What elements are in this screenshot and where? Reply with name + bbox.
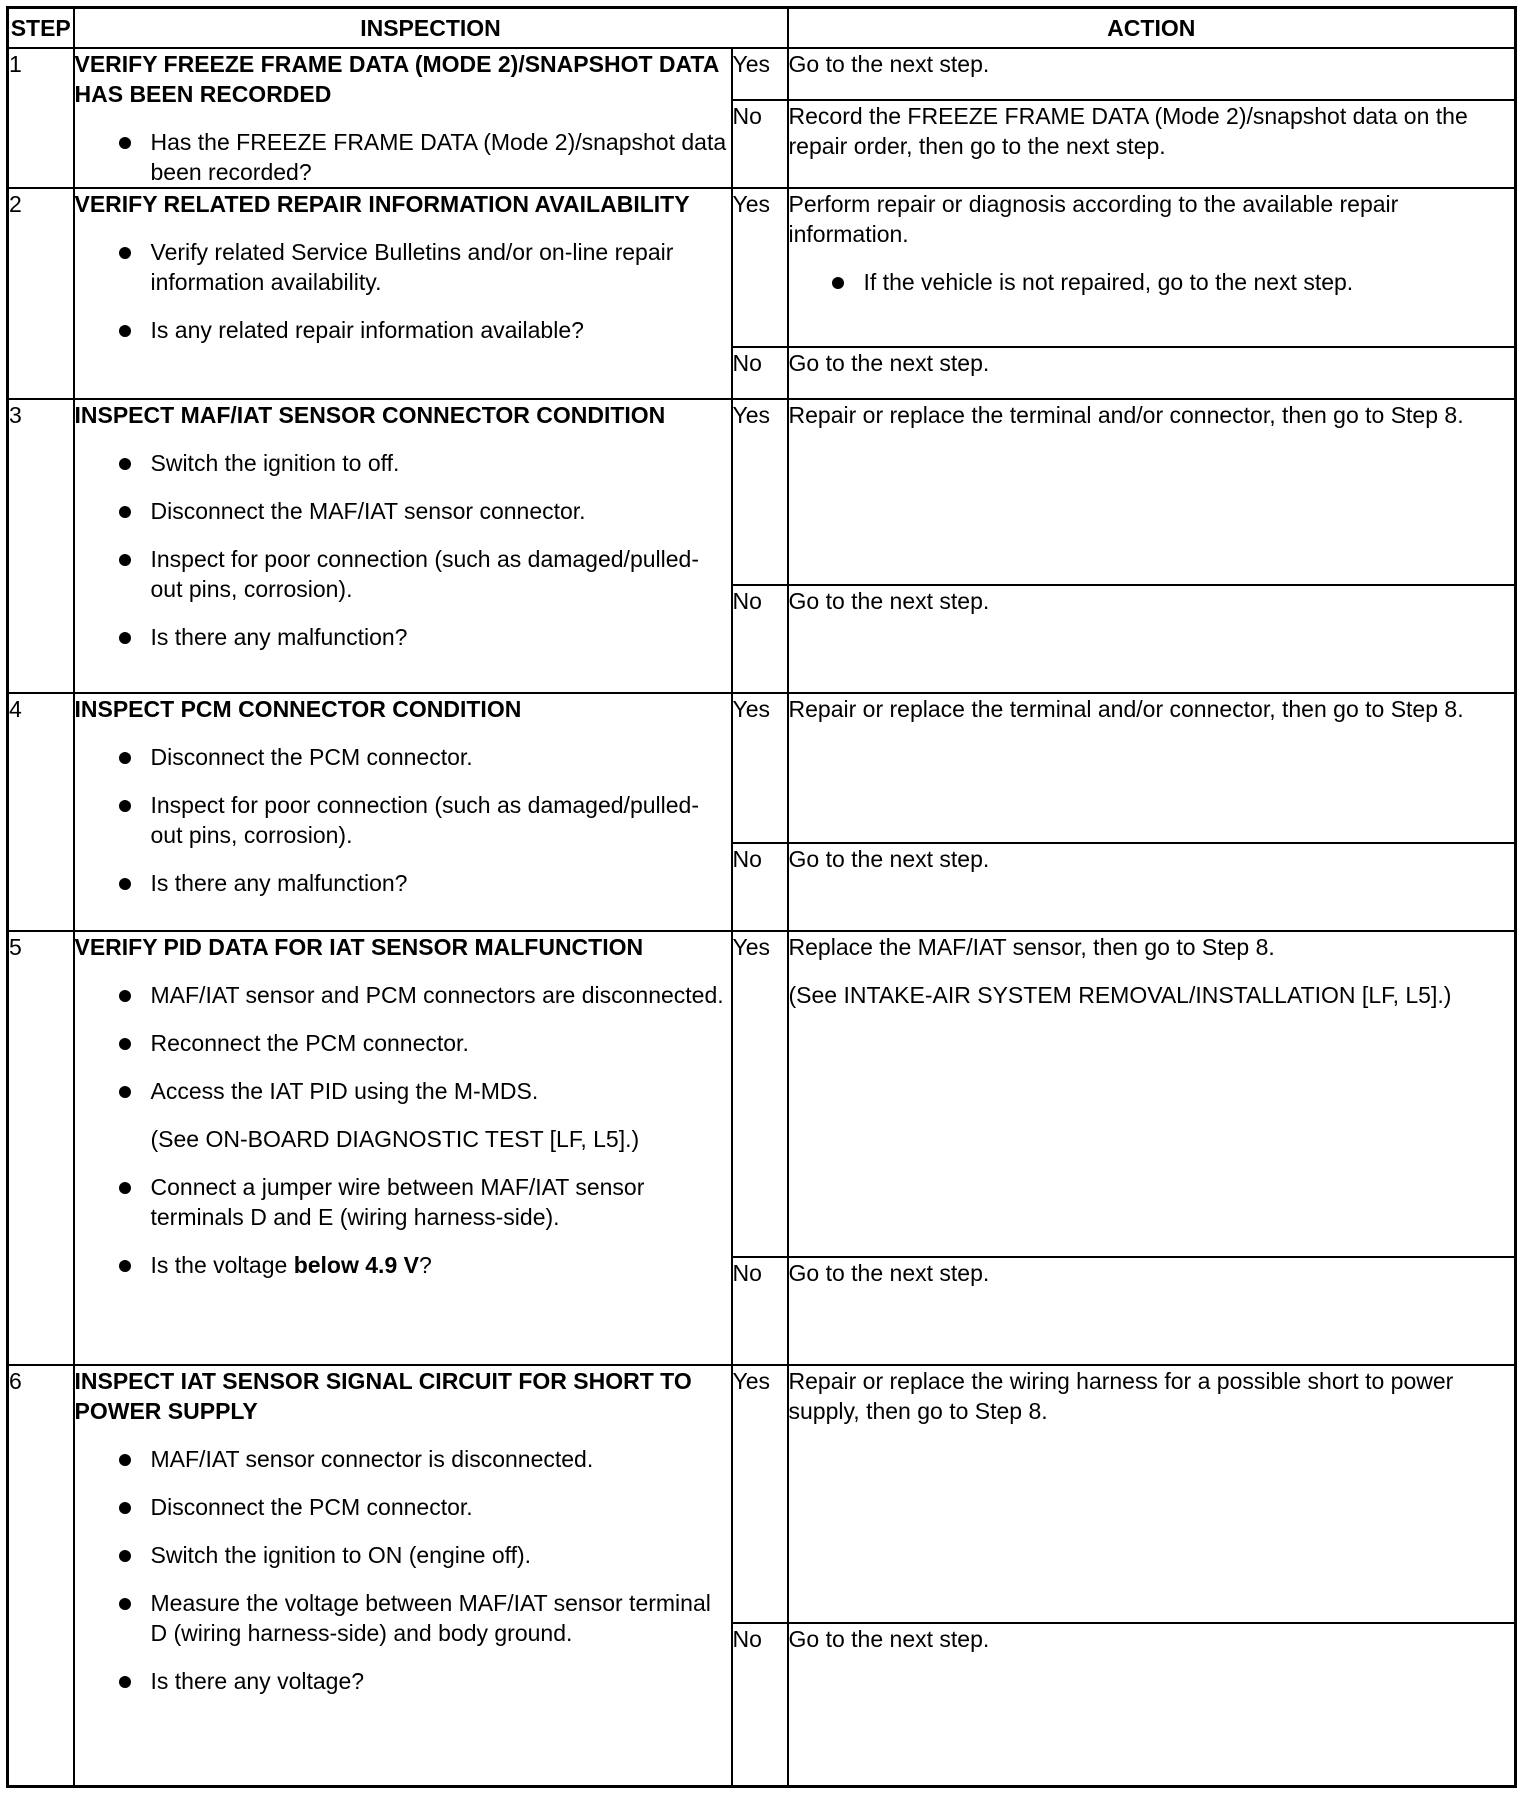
step-column-header: STEP: [8, 8, 74, 49]
action-bullet: If the vehicle is not repaired, go to the next step.: [789, 267, 1515, 297]
step-title: VERIFY FREEZE FRAME DATA (MODE 2)/SNAPSHOT DATA HAS BEEN RECORDED: [74, 51, 719, 107]
step-1-yes-row: [8, 48, 1516, 100]
action-text: Go to the next step.: [788, 51, 990, 77]
no-action: [788, 100, 1516, 188]
yes-label: Yes: [732, 399, 788, 585]
yes-label: Yes: [732, 1365, 788, 1623]
inspection-item: Access the IAT PID using the M-MDS.: [75, 1076, 731, 1106]
step-title: VERIFY RELATED REPAIR INFORMATION AVAILABILITY: [74, 191, 690, 217]
inspection-item: Inspect for poor connection (such as damaged/pulled-out pins, corrosion).: [75, 790, 731, 850]
action-text: Go to the next step.: [788, 1260, 990, 1286]
diagnostic-procedure-table: [6, 6, 1517, 1788]
step-title: VERIFY PID DATA FOR IAT SENSOR MALFUNCTION: [74, 934, 644, 960]
action-text: Repair or replace the terminal and/or connector, then go to Step 8.: [788, 402, 1464, 428]
action-text: Go to the next step.: [788, 1626, 990, 1652]
step-1-inspection: [74, 48, 732, 188]
step-title: INSPECT MAF/IAT SENSOR CONNECTOR CONDITION: [74, 402, 666, 428]
step-number: 2: [8, 188, 74, 399]
inspection-item: Measure the voltage between MAF/IAT sensor terminal D (wiring harness-side) and body ground.: [75, 1588, 731, 1648]
no-label: No: [732, 100, 788, 188]
step-number: 4: [8, 693, 74, 931]
voltage-threshold: below 4.9 V: [293, 1252, 419, 1278]
yes-action: [788, 188, 1516, 347]
yes-label: Yes: [732, 48, 788, 100]
no-label: No: [732, 843, 788, 931]
step-title: INSPECT PCM CONNECTOR CONDITION: [74, 696, 522, 722]
inspection-item: Verify related Service Bulletins and/or on-line repair information availability.: [75, 237, 731, 297]
step-6-yes-row: [8, 1365, 1516, 1623]
action-text: Replace the MAF/IAT sensor, then go to Step 8.: [788, 934, 1275, 960]
step-number: 5: [8, 931, 74, 1365]
no-label: No: [732, 1257, 788, 1365]
yes-label: Yes: [732, 188, 788, 347]
action-text: Repair or replace the terminal and/or connector, then go to Step 8.: [788, 696, 1464, 722]
yes-action: [788, 693, 1516, 843]
yes-action: [788, 399, 1516, 585]
step-number: 1: [8, 48, 74, 188]
step-3-yes-row: [8, 399, 1516, 585]
inspection-item: Is there any malfunction?: [75, 868, 731, 898]
no-action: [788, 347, 1516, 399]
inspection-item: Has the FREEZE FRAME DATA (Mode 2)/snapshot data been recorded?: [75, 127, 731, 187]
step-4-inspection: [74, 693, 732, 931]
action-text: Go to the next step.: [788, 350, 990, 376]
step-number: 6: [8, 1365, 74, 1787]
inspection-column-header: INSPECTION: [74, 8, 788, 49]
inspection-item: Switch the ignition to off.: [75, 448, 731, 478]
inspection-item: Inspect for poor connection (such as damaged/pulled-out pins, corrosion).: [75, 544, 731, 604]
step-2-inspection: [74, 188, 732, 399]
inspection-item: Disconnect the PCM connector.: [75, 1492, 731, 1522]
action-reference: (See INTAKE-AIR SYSTEM REMOVAL/INSTALLATION [LF, L5].): [788, 982, 1452, 1008]
yes-action: [788, 48, 1516, 100]
step-3-inspection: [74, 399, 732, 693]
step-5-inspection: [74, 931, 732, 1365]
no-action: [788, 1257, 1516, 1365]
action-text: Perform repair or diagnosis according to the available repair information.: [788, 191, 1399, 247]
action-text: Repair or replace the wiring harness for a possible short to power supply, then go to Step 8.: [788, 1368, 1454, 1424]
yes-action: [788, 1365, 1516, 1623]
yes-action: [788, 931, 1516, 1257]
step-number: 3: [8, 399, 74, 693]
no-label: No: [732, 585, 788, 693]
inspection-item: Disconnect the MAF/IAT sensor connector.: [75, 496, 731, 526]
inspection-item: Is any related repair information available?: [75, 315, 731, 345]
inspection-item: Is there any malfunction?: [75, 622, 731, 652]
no-action: [788, 585, 1516, 693]
step-title: INSPECT IAT SENSOR SIGNAL CIRCUIT FOR SHORT TO POWER SUPPLY: [74, 1368, 692, 1424]
no-label: No: [732, 347, 788, 399]
yes-label: Yes: [732, 931, 788, 1257]
action-column-header: ACTION: [788, 8, 1516, 49]
inspection-item: MAF/IAT sensor connector is disconnected.: [75, 1444, 731, 1474]
header-row: [8, 8, 1516, 49]
inspection-note: (See ON-BOARD DIAGNOSTIC TEST [LF, L5].): [150, 1126, 640, 1152]
action-text: Go to the next step.: [788, 588, 990, 614]
no-label: No: [732, 1623, 788, 1787]
no-action: [788, 843, 1516, 931]
inspection-item: Switch the ignition to ON (engine off).: [75, 1540, 731, 1570]
inspection-item: Is there any voltage?: [75, 1666, 731, 1696]
inspection-item: Connect a jumper wire between MAF/IAT sensor terminals D and E (wiring harness-side).: [75, 1172, 731, 1232]
action-text: Record the FREEZE FRAME DATA (Mode 2)/snapshot data on the repair order, then go to the next step.: [788, 103, 1468, 159]
step-2-yes-row: [8, 188, 1516, 347]
inspection-item: Is the voltage below 4.9 V?: [75, 1250, 731, 1280]
no-action: [788, 1623, 1516, 1787]
step-6-inspection: [74, 1365, 732, 1787]
action-text: Go to the next step.: [788, 846, 990, 872]
inspection-item: MAF/IAT sensor and PCM connectors are disconnected.: [75, 980, 731, 1010]
inspection-item: Reconnect the PCM connector.: [75, 1028, 731, 1058]
step-4-yes-row: [8, 693, 1516, 843]
step-5-yes-row: [8, 931, 1516, 1257]
yes-label: Yes: [732, 693, 788, 843]
inspection-item: Disconnect the PCM connector.: [75, 742, 731, 772]
